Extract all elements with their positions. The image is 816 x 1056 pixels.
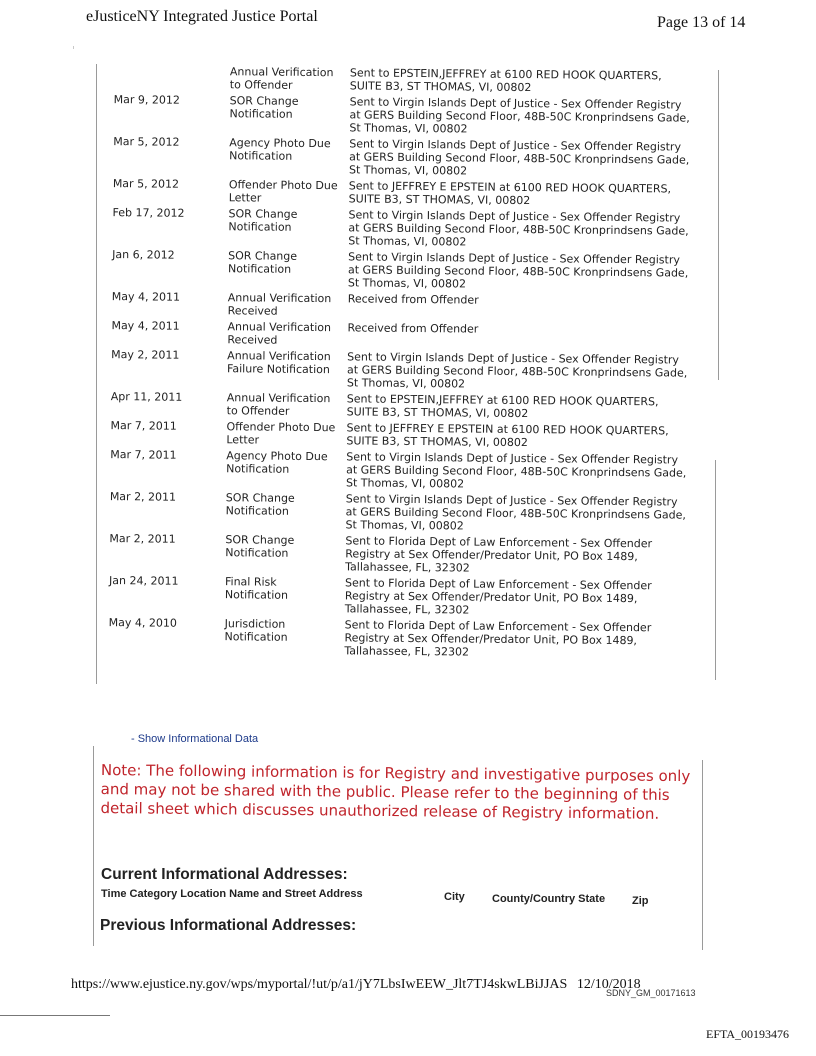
history-details <box>350 66 704 95</box>
event-type-line: Annual Verification <box>227 349 331 364</box>
history-details <box>348 208 702 250</box>
history-row <box>103 135 703 180</box>
details-line: at GERS Building Second Floor, 48B-50C Kronprindsens Gade, <box>347 363 688 380</box>
event-type-line: Letter <box>226 433 260 447</box>
frame-right-border <box>718 70 719 380</box>
details-line: Tallahassee, FL, 32302 <box>344 644 470 659</box>
history-row <box>100 419 700 451</box>
event-type-line: Annual Verification <box>226 391 331 406</box>
event-type-line: Notification <box>227 262 292 276</box>
history-details <box>346 450 700 492</box>
history-event-type <box>229 178 349 205</box>
details-line: Sent to Virgin Islands Dept of Justice - Sex Offender Registry <box>349 95 682 112</box>
history-event-type <box>226 420 346 447</box>
column-header-city: City <box>444 891 465 903</box>
history-event-type <box>227 320 347 347</box>
footer-rule <box>0 1015 110 1016</box>
history-date: May 4, 2011 <box>111 290 181 304</box>
history-details <box>345 576 699 618</box>
details-line: SUITE B3, ST THOMAS, VI, 00802 <box>349 79 532 95</box>
history-row <box>101 390 701 422</box>
details-line: St Thomas, VI, 00802 <box>348 234 467 249</box>
event-type-line: Letter <box>228 191 262 205</box>
event-type-line: Notification <box>224 588 289 602</box>
event-type-line: Received <box>227 333 278 347</box>
history-date: Mar 7, 2011 <box>110 419 177 433</box>
history-date: May 4, 2010 <box>108 616 177 630</box>
event-type-line: Annual Verification <box>227 291 332 306</box>
details-line: Tallahassee, FL, 32302 <box>345 560 470 575</box>
event-type-line: Notification <box>228 220 292 234</box>
event-type-line: Offender Photo Due <box>226 420 336 435</box>
event-type-line: Annual Verification <box>227 320 332 335</box>
details-line: Sent to Florida Dept of Law Enforcement - Sex Offender <box>344 576 652 593</box>
details-line: at GERS Building Second Floor, 48B-50C Kronprindsens Gade, <box>346 463 687 480</box>
history-event-type <box>226 491 346 531</box>
history-date: Feb 17, 2012 <box>112 206 185 220</box>
history-details <box>347 392 701 421</box>
details-line: Sent to EPSTEIN,JEFFREY at 6100 RED HOOK QUARTERS, <box>346 392 659 409</box>
event-type-line: SOR Change <box>225 491 295 505</box>
history-date: Mar 2, 2011 <box>109 490 177 504</box>
details-line: Sent to JEFFREY E EPSTEIN at 6100 RED HOOK QUARTERS, <box>348 179 672 196</box>
history-row <box>102 248 702 293</box>
event-type-line: SOR Change <box>229 94 299 108</box>
history-details <box>348 250 702 292</box>
history-details <box>349 137 703 179</box>
history-event-type <box>228 291 348 318</box>
details-line: St Thomas, VI, 00802 <box>345 518 464 533</box>
bates-stamp: SDNY_GM_00171613 <box>606 988 696 998</box>
history-details <box>348 292 702 321</box>
details-line: SUITE B3, ST THOMAS, VI, 00802 <box>346 405 529 421</box>
details-line: Sent to Virgin Islands Dept of Justice - Sex Offender Registry <box>348 250 680 267</box>
history-date: May 4, 2011 <box>111 319 180 333</box>
footer-url: https://www.ejustice.ny.gov/wps/myportal/!ut/p/a1/jY7LbsIwEEW_Jlt7TJ4skwLBiJJAS <box>71 977 568 992</box>
frame-left-border <box>96 64 97 684</box>
details-line: St Thomas, VI, 00802 <box>345 476 465 491</box>
history-event-type <box>228 207 348 247</box>
event-type-line: to Offender <box>226 404 290 418</box>
details-line: Sent to Florida Dept of Law Enforcement - Sex Offender <box>345 534 653 551</box>
event-type-line: Offender Photo Due <box>228 178 338 193</box>
history-details <box>346 492 700 534</box>
show-informational-data-link[interactable]: - Show Informational Data <box>131 733 259 745</box>
event-type-line: Annual Verification <box>229 65 334 80</box>
history-event-type <box>227 391 347 418</box>
history-row <box>102 290 702 322</box>
history-event-type <box>225 575 345 615</box>
registry-disclosure-note: Note: The following information is for Registry and investigative purposes only and may not be shared with the public. Please refer to the beginning of this detail sheet which discusses unauthorized release of Registry information. <box>100 761 691 823</box>
history-date: Mar 5, 2012 <box>113 135 180 149</box>
history-row <box>100 448 700 493</box>
details-line: St Thomas, VI, 00802 <box>346 376 466 391</box>
page-indicator: Page 13 of 14 <box>657 14 746 31</box>
event-type-line: SOR Change <box>228 249 298 263</box>
details-line: St Thomas, VI, 00802 <box>347 276 467 291</box>
details-line: Sent to Florida Dept of Law Enforcement - Sex Offender <box>344 618 652 635</box>
frame-left-border-lower <box>93 746 94 946</box>
details-line: Received from Offender <box>347 292 479 307</box>
details-line: Registry at Sex Offender/Predator Unit, PO Box 1489, <box>345 547 638 564</box>
history-event-type <box>225 533 345 573</box>
details-line: Sent to JEFFREY E EPSTEIN at 6100 RED HOOK QUARTERS, <box>346 421 669 438</box>
frame-right-border-mid <box>715 460 716 680</box>
details-line: Sent to Virgin Islands Dept of Justice - Sex Offender Registry <box>345 492 678 509</box>
history-event-type <box>227 349 347 389</box>
details-line: Sent to EPSTEIN,JEFFREY at 6100 RED HOOK QUARTERS, <box>349 66 662 83</box>
event-type-line: Notification <box>229 107 293 121</box>
column-header-time-category-location: Time Category Location Name and Street Address <box>101 888 363 900</box>
previous-addresses-heading: Previous Informational Addresses: <box>100 917 357 934</box>
details-line: at GERS Building Second Floor, 48B-50C Kronprindsens Gade, <box>348 221 689 238</box>
details-line: at GERS Building Second Floor, 48B-50C Kronprindsens Gade, <box>349 150 690 167</box>
details-line: Received from Offender <box>347 321 479 336</box>
event-type-line: Notification <box>229 149 293 163</box>
event-type-line: Notification <box>225 504 289 518</box>
details-line: Registry at Sex Offender/Predator Unit, PO Box 1489, <box>344 589 638 606</box>
history-row <box>103 93 703 138</box>
event-type-line: Notification <box>225 546 289 560</box>
registry-history-table <box>98 64 704 664</box>
history-date: Jan 6, 2012 <box>112 248 175 262</box>
history-row <box>104 64 704 96</box>
history-date: Mar 5, 2012 <box>112 177 180 191</box>
event-type-line: to Offender <box>229 78 293 92</box>
history-row <box>99 532 699 577</box>
event-type-line: Jurisdiction <box>224 617 286 631</box>
history-details <box>349 179 703 208</box>
history-details <box>347 321 701 350</box>
history-date: May 2, 2011 <box>111 348 180 362</box>
details-line: Sent to Virgin Islands Dept of Justice - Sex Offender Registry <box>348 208 681 225</box>
column-header-zip: Zip <box>632 895 649 907</box>
details-line: at GERS Building Second Floor, 48B-50C Kronprindsens Gade, <box>347 263 689 280</box>
details-line: Registry at Sex Offender/Predator Unit, PO Box 1489, <box>344 631 638 648</box>
details-line: St Thomas, VI, 00802 <box>349 121 468 136</box>
history-row <box>103 177 703 209</box>
event-type-line: Agency Photo Due <box>229 136 331 151</box>
event-type-line: SOR Change <box>228 207 298 221</box>
details-line: St Thomas, VI, 00802 <box>348 163 468 178</box>
details-line: SUITE B3, ST THOMAS, VI, 00802 <box>348 192 531 208</box>
history-date: Mar 2, 2011 <box>109 532 176 546</box>
event-type-line: SOR Change <box>225 533 295 547</box>
history-event-type <box>229 136 349 176</box>
history-date <box>104 64 230 91</box>
history-row <box>99 574 699 619</box>
history-event-type <box>229 94 349 134</box>
details-line: Sent to Virgin Islands Dept of Justice - Sex Offender Registry <box>346 450 679 467</box>
history-details <box>349 95 703 137</box>
history-date: Mar 7, 2011 <box>110 448 177 462</box>
history-details <box>346 421 700 450</box>
details-line: Sent to Virgin Islands Dept of Justice - Sex Offender Registry <box>349 137 682 154</box>
details-line: at GERS Building Second Floor, 48B-50C Kronprindsens Gade, <box>345 505 686 522</box>
footer-date: 12/10/2018 <box>576 977 641 992</box>
margin-mark <box>73 46 74 49</box>
event-type-line: Received <box>227 304 278 318</box>
history-event-type <box>226 449 346 489</box>
event-type-line: Final Risk <box>224 575 277 589</box>
history-event-type <box>228 249 348 289</box>
history-row <box>98 616 698 661</box>
history-row <box>102 206 702 251</box>
event-type-line: Agency Photo Due <box>226 449 328 464</box>
details-line: at GERS Building Second Floor, 48B-50C Kronprindsens Gade, <box>349 108 690 125</box>
history-details <box>347 350 701 392</box>
history-date: Apr 11, 2011 <box>110 390 183 404</box>
history-row <box>101 319 701 351</box>
history-date: Mar 9, 2012 <box>113 93 180 107</box>
history-date: Jan 24, 2011 <box>108 574 179 588</box>
efta-document-id: EFTA_00193476 <box>706 1027 790 1041</box>
history-details <box>344 618 698 660</box>
event-type-line: Notification <box>226 462 290 476</box>
history-row <box>101 348 701 393</box>
details-line: Sent to Virgin Islands Dept of Justice - Sex Offender Registry <box>347 350 680 367</box>
history-details <box>345 534 699 576</box>
event-type-line: Notification <box>224 630 288 644</box>
portal-title: eJusticeNY Integrated Justice Portal <box>86 8 318 25</box>
history-event-type <box>230 65 350 92</box>
details-line: SUITE B3, ST THOMAS, VI, 00802 <box>346 434 529 450</box>
details-line: Tallahassee, FL, 32302 <box>344 602 470 617</box>
history-row <box>100 490 700 535</box>
column-header-county-country-state: County/Country State <box>492 893 606 905</box>
frame-right-border-lower <box>702 760 703 950</box>
event-type-line: Failure Notification <box>227 362 330 377</box>
history-event-type <box>224 617 344 657</box>
current-addresses-heading: Current Informational Addresses: <box>101 866 348 883</box>
